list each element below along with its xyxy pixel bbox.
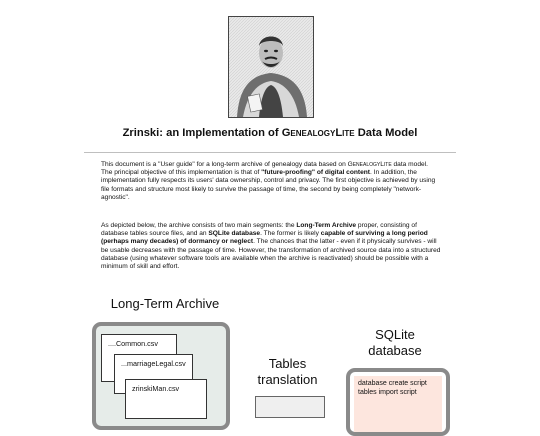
tables-translation-box [255,396,325,418]
long-term-archive-label: Long-Term Archive [110,296,220,311]
sqlite-database-box [346,368,450,436]
sqlite-database-label: SQLite database [368,327,422,358]
sqlite-scripts [354,376,442,432]
tables-translation-label: Tables translation [257,356,318,387]
brand-name: GenealogyLite [281,127,355,139]
create-script-label: database create script [358,380,427,387]
title-divider [84,152,456,153]
csv-file-common: ....Common.csv [101,334,177,382]
page-title: Zrinski: an Implementation of GenealogyLite Data Model [122,127,418,139]
import-script-label: tables import script [358,389,417,396]
portrait-image [228,16,314,118]
portrait-engraving [229,17,313,117]
csv-file-zrinski: zrinskiMan.csv [125,379,207,419]
structure-paragraph: As depicted below, the archive consists of two main segments: the Long-Term Archive proper, consisting of database tables source files, and an SQLite database. The former is likely capable of surviving a long period (perhaps many decades) of dormancy or neglect. The chances that the latter - even if it physically survives - will be usable decreases with the passage of time. However, the transformation of archived source data into a structured database (using whatever software tools are available when the archive is reactivated) should be possible with a minimum of skill and effort. [101,222,441,271]
brand-inline: GenealogyLite [347,161,392,168]
intro-paragraph: This document is a "User guide" for a long-term archive of genealogy data based on GenealogyLite data model. The principal objective of this implementation is that of "future-proofing" of digital content. In addition, the implementation fully respects its users' data ownership, control and privacy. The first objective is achieved by using file formats and structure most likely to survive the passage of time, the second by being completely "network-agnostic". [101,161,436,201]
csv-file-marriage: ...marriageLegal.csv [114,354,193,394]
